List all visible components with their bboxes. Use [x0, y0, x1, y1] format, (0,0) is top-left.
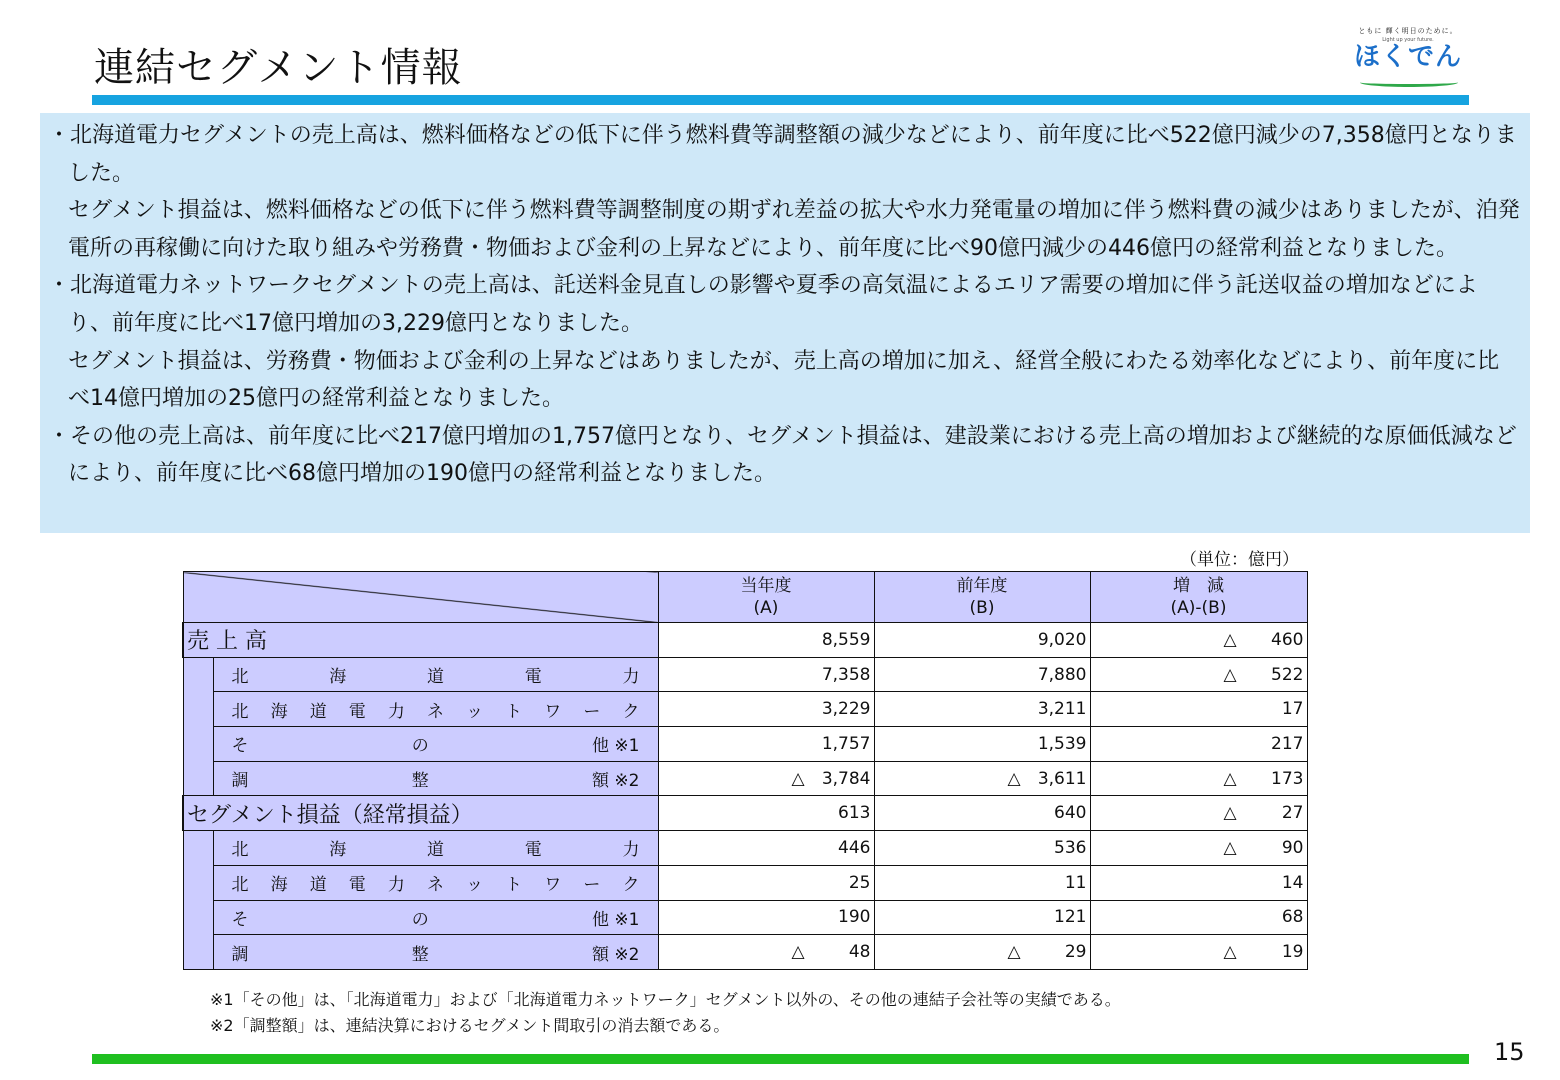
- summary-paragraph: ・北海道電力セグメントの売上高は、燃料価格などの低下に伴う燃料費等調整額の減少などにより、前年度に比べ522億円減少の7,358億円となりました。: [48, 123, 1517, 186]
- cell-change: △ 173: [1090, 761, 1307, 796]
- decrease-triangle-icon: △: [1223, 629, 1237, 650]
- table-header-row: [183, 572, 1307, 623]
- logo-subtitle: Light up your future.: [1382, 37, 1434, 43]
- bottom-divider: [92, 1054, 1469, 1064]
- cell-previous: 640: [874, 796, 1090, 831]
- indent-cell: [183, 900, 213, 935]
- cell-previous: △ 3,611: [874, 761, 1090, 796]
- cell-change: △ 90: [1090, 831, 1307, 866]
- indent-cell: [183, 761, 213, 796]
- indent-cell: [183, 865, 213, 900]
- table-row: [183, 935, 1307, 970]
- cell-current: 446: [658, 831, 874, 866]
- cell-previous: 1,539: [874, 727, 1090, 762]
- cell-previous: 11: [874, 865, 1090, 900]
- column-header-change: 増 減 (A)-(B): [1090, 572, 1307, 623]
- summary-paragraph: ・その他の売上高は、前年度に比べ217億円増加の1,757億円となり、セグメント損益は、建設業における売上高の増加および継続的な原価低減などにより、前年度に比べ68億円増加の190億円の経常利益となりました。: [48, 423, 1517, 487]
- table-row: [183, 900, 1307, 935]
- decrease-triangle-icon: △: [1223, 837, 1237, 858]
- row-label: 調 整 額 ※2: [213, 761, 658, 796]
- decrease-triangle-icon: △: [791, 942, 805, 963]
- segment-table: [182, 571, 1308, 970]
- summary-paragraph: セグメント損益は、燃料価格などの低下に伴う燃料費等調整制度の期ずれ差益の拡大や水力発電量の増加に伴う燃料費の減少はありましたが、泊発電所の再稼働に向けた取り組みや労務費・物価および金利の上昇などにより、前年度に比べ90億円減少の446億円の経常利益となりました。: [68, 198, 1520, 261]
- summary-paragraph: セグメント損益は、労務費・物価および金利の上昇などはありましたが、売上高の増加に加え、経営全般にわたる効率化などにより、前年度に比べ14億円増加の25億円の経常利益となりました。: [68, 348, 1500, 412]
- page-title: 連結セグメント情報: [94, 45, 463, 91]
- cell-current: 7,358: [658, 657, 874, 692]
- logo-tagline: ともに 輝く明日のために。: [1358, 27, 1458, 35]
- indent-cell: [183, 831, 213, 866]
- table-row: [183, 727, 1307, 762]
- row-label: 北 海 道 電 力: [213, 831, 658, 866]
- cell-current: 3,229: [658, 692, 874, 727]
- summary-box: [40, 113, 1530, 533]
- row-label: 北 海 道 電 力 ネ ッ ト ワ ー ク: [213, 865, 658, 900]
- page-number: 15: [1494, 1038, 1525, 1066]
- footnotes: [210, 987, 1121, 1039]
- row-label: 北 海 道 電 力: [213, 657, 658, 692]
- table-row: [183, 831, 1307, 866]
- table-row: [183, 761, 1307, 796]
- cell-current: △ 48: [658, 935, 874, 970]
- cell-previous: △ 29: [874, 935, 1090, 970]
- decrease-triangle-icon: △: [1007, 768, 1021, 789]
- indent-cell: [183, 935, 213, 970]
- indent-cell: [183, 727, 213, 762]
- cell-current: 190: [658, 900, 874, 935]
- table-row: [183, 865, 1307, 900]
- logo-wordmark: ほくでん: [1353, 42, 1462, 72]
- decrease-triangle-icon: △: [1223, 664, 1237, 685]
- category-label: 売 上 高: [183, 623, 658, 658]
- cell-previous: 121: [874, 900, 1090, 935]
- decrease-triangle-icon: △: [1007, 942, 1021, 963]
- cell-current: 613: [658, 796, 874, 831]
- top-divider: [92, 95, 1469, 105]
- cell-change: 217: [1090, 727, 1307, 762]
- cell-current: 1,757: [658, 727, 874, 762]
- column-header-previous: 前年度 (B): [874, 572, 1090, 623]
- cell-change: 17: [1090, 692, 1307, 727]
- profit-total-row: [183, 796, 1307, 831]
- row-label: そ の 他 ※1: [213, 900, 658, 935]
- row-label: 調 整 額 ※2: [213, 935, 658, 970]
- sales-total-row: [183, 623, 1307, 658]
- cell-previous: 7,880: [874, 657, 1090, 692]
- cell-change: △ 19: [1090, 935, 1307, 970]
- cell-change: 14: [1090, 865, 1307, 900]
- column-header-current: 当年度 (A): [658, 572, 874, 623]
- cell-change: △ 522: [1090, 657, 1307, 692]
- decrease-triangle-icon: △: [1223, 803, 1237, 824]
- cell-change: △ 27: [1090, 796, 1307, 831]
- decrease-triangle-icon: △: [1223, 768, 1237, 789]
- row-label: 北 海 道 電 力 ネ ッ ト ワ ー ク: [213, 692, 658, 727]
- unit-label: （単位：億円）: [1180, 550, 1299, 570]
- row-label: そ の 他 ※1: [213, 727, 658, 762]
- cell-current: 25: [658, 865, 874, 900]
- table-row: [183, 657, 1307, 692]
- indent-cell: [183, 657, 213, 692]
- company-logo: [1352, 26, 1464, 86]
- footnote: ※2「調整額」は、連結決算におけるセグメント間取引の消去額である。: [210, 1016, 730, 1035]
- decrease-triangle-icon: △: [791, 768, 805, 789]
- cell-current: 8,559: [658, 623, 874, 658]
- cell-current: △ 3,784: [658, 761, 874, 796]
- logo-swoosh-icon: [1360, 78, 1458, 87]
- cell-previous: 3,211: [874, 692, 1090, 727]
- table-row: [183, 692, 1307, 727]
- corner-cell: [183, 572, 658, 623]
- cell-previous: 9,020: [874, 623, 1090, 658]
- cell-change: 68: [1090, 900, 1307, 935]
- cell-change: △ 460: [1090, 623, 1307, 658]
- indent-cell: [183, 692, 213, 727]
- footnote: ※1「その他」は、「北海道電力」および「北海道電力ネットワーク」セグメント以外の、その他の連結子会社等の実績である。: [210, 990, 1121, 1009]
- category-label: セグメント損益（経常損益）: [183, 796, 658, 831]
- cell-previous: 536: [874, 831, 1090, 866]
- summary-paragraph: ・北海道電力ネットワークセグメントの売上高は、託送料金見直しの影響や夏季の高気温によるエリア需要の増加に伴う託送収益の増加などにより、前年度に比べ17億円増加の3,229億円となりました。: [48, 273, 1478, 336]
- decrease-triangle-icon: △: [1223, 942, 1237, 963]
